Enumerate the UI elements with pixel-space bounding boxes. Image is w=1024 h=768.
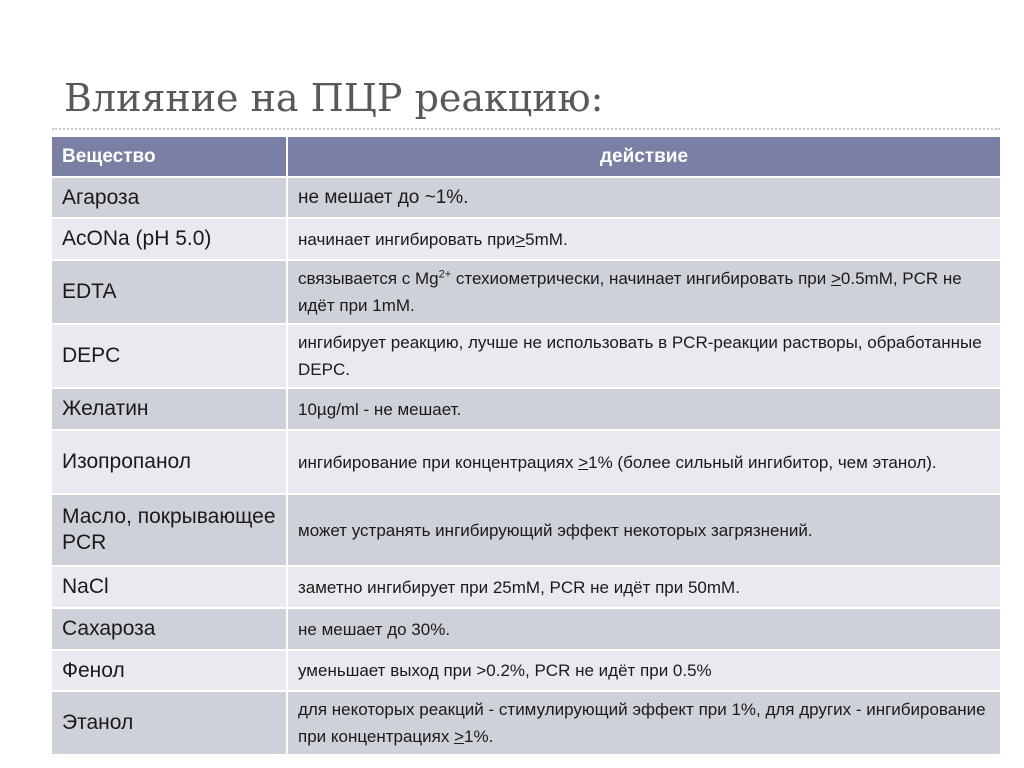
table-row (52, 495, 1000, 567)
substance-cell: DEPC (52, 325, 288, 389)
substance-cell: Фенол (52, 651, 288, 692)
action-cell: может устранять ингибирующий эффект некоторых загрязнений. (288, 495, 1000, 567)
action-cell (288, 692, 1000, 756)
action-text: связывается с Mg (298, 269, 439, 288)
action-cell (288, 261, 1000, 325)
substance-cell: EDTA (52, 261, 288, 325)
table-row (52, 219, 1000, 261)
action-text: 1%. (464, 727, 494, 746)
action-cell: не мешает до 30%. (288, 609, 1000, 651)
action-cell (288, 219, 1000, 261)
action-text: 5mM. (525, 229, 568, 249)
substance-cell: Сахароза (52, 609, 288, 651)
table-row (52, 692, 1000, 756)
table-row (52, 431, 1000, 495)
substance-cell: AcONa (pH 5.0) (52, 219, 288, 261)
substance-cell: Агароза (52, 178, 288, 219)
inhibitors-table (52, 137, 1000, 756)
action-text: стехиометрически, начинает ингибировать при (451, 269, 831, 288)
gte-sign: > (515, 229, 526, 249)
title-divider (52, 128, 1000, 130)
gte-sign: > (578, 452, 589, 472)
gte-sign: > (454, 727, 465, 746)
header-substance: Вещество (52, 137, 288, 178)
action-cell: заметно ингибирует при 25mM, PCR не идёт при 50mM. (288, 567, 1000, 609)
gte-sign: > (830, 269, 841, 288)
action-text: для некоторых реакций - стимулирующий эффект при 1%, для других - ингибирование при концентрациях (298, 700, 986, 746)
action-cell: уменьшает выход при >0.2%, PCR не идёт при 0.5% (288, 651, 1000, 692)
header-action: действие (288, 137, 1000, 178)
action-text: 1% (более сильный ингибитор, чем этанол). (588, 452, 937, 472)
slide-title: Влияние на ПЦР реакцию: (64, 76, 604, 120)
substance-cell: Масло, покрывающее PCR (52, 495, 288, 567)
action-cell: не мешает до ~1%. (288, 178, 1000, 219)
substance-cell: Изопропанол (52, 431, 288, 495)
action-cell (288, 431, 1000, 495)
table-row (52, 261, 1000, 325)
table-row (52, 389, 1000, 431)
table-header-row (52, 137, 1000, 178)
table-row (52, 178, 1000, 219)
substance-cell: Желатин (52, 389, 288, 431)
substance-cell: NaCl (52, 567, 288, 609)
action-text: ингибирование при концентрациях (298, 452, 579, 472)
table-row (52, 609, 1000, 651)
action-text: 0.5mM, PCR не идёт при 1mM. (298, 269, 962, 315)
substance-cell: Этанол (52, 692, 288, 756)
table-row (52, 651, 1000, 692)
table-row (52, 325, 1000, 389)
action-cell: 10µg/ml - не мешает. (288, 389, 1000, 431)
action-cell: ингибирует реакцию, лучше не использовать в PCR-реакции растворы, обработанные DEPC. (288, 325, 1000, 389)
superscript: 2+ (438, 268, 452, 281)
action-text: начинает ингибировать при (298, 229, 516, 249)
table-row (52, 567, 1000, 609)
